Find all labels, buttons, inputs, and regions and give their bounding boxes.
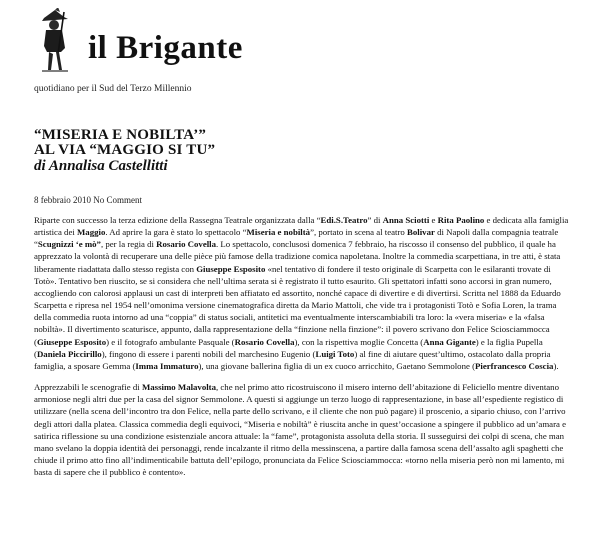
article-paragraph-1	[34, 214, 572, 372]
text-run: ), una giovane ballerina figlia di un ex cuoco arricchito, Gaetano Semmolone (	[198, 360, 476, 371]
text-run: ), con la rispettiva moglie Concetta (	[294, 336, 424, 347]
bold-run: Rosario Covella	[156, 239, 217, 250]
text-run: ” di	[367, 215, 383, 225]
article-headline	[34, 128, 574, 174]
bold-run: Imma Immaturo	[135, 360, 199, 371]
bold-run: Anna Sciotti	[382, 215, 430, 225]
bold-run: Bolivar	[407, 227, 435, 238]
article-byline: di Annalisa Castellitti	[34, 158, 168, 174]
text-run: . Ad aprire la gara è stato lo spettacolo “	[105, 227, 247, 238]
text-run: «nel tentativo di fondere il testo originale di Scarpetta con le esilaranti trovate di Totò». Tentativo ben riuscito, se si considera che nell’ultima serata si è registrato il tutto esaurito. Gli spettatori infatti sono accorsi in gran numero, accogliendo con calorosi applausi un cast di interpreti ben affiatato ed assortito, nonché capace di divertire e di divertirsi. Scritta nel 1888 da Eduardo Scarpetta e ripresa nel 1954 nell’omonima versione cinematografica diretta da Mario Mattoli, che vide tra i protagonisti Totò e Sofia Loren, la trama della commedia ruota intorno ad una “coppia” di status sociali, antitetici ma eventualmente interscambiabili tra loro: la «vera miseria» e la «falsa nobiltà». Il divertimento scaturisce, appunto, dalla rappresentazione della “finzione nella finzione”: il povero scrivano don Felice Sciosciammocca (	[34, 263, 561, 347]
bold-run: Rosario Covella	[234, 336, 295, 347]
bold-run: Massimo Malavolta	[141, 382, 216, 393]
text-run: Apprezzabili le scenografie di	[34, 382, 142, 393]
headline-line-1: “MISERIA E NOBILTA’”	[34, 127, 207, 143]
bold-run: Scugnizzi ‘e mò”	[37, 239, 101, 250]
bold-run: Luigi Toto	[315, 348, 355, 359]
text-run: di Napoli dalla compagnia teatrale “	[34, 227, 559, 250]
bold-run: Giuseppe Esposito	[36, 336, 107, 347]
text-run: Riparte con successo la terza edizione della Rassegna Teatrale organizzata dalla “	[34, 215, 321, 225]
text-run: ), fingono di essere i parenti nobili del marchesino Eugenio (	[101, 348, 316, 359]
text-run: ”, portato in scena al teatro	[310, 227, 408, 238]
text-run: ) e la figlia Pupella (	[34, 336, 543, 359]
brand-name: il Brigante	[88, 30, 243, 66]
bold-run: Anna Gigante	[423, 336, 476, 347]
headline-line-2: AL VIA “MAGGIO SI TU”	[34, 142, 216, 158]
comments-link[interactable]: No Comment	[93, 195, 142, 205]
bold-run: Miseria e nobiltà	[246, 227, 311, 238]
bold-run: Maggio	[77, 227, 106, 238]
site-logo[interactable]	[36, 8, 256, 78]
text-run: . Lo spettacolo, conclusosi domenica 7 febbraio, ha riscosso il consenso del pubblico, il quale ha apprezzato la volontà di recuperare una delle pièce più famose della tradizione comica napoletana. Inoltre la commedia scarpettiana, in tre atti, è stata liberamente riadattata dallo stesso regista con	[34, 239, 561, 274]
text-run: ).	[553, 360, 559, 371]
bold-run: Pierfrancesco Coscia	[475, 360, 554, 371]
text-run: , che nel primo atto ricostruiscono il misero interno dell’abitazione di Feliciello mentre diventano armoniose negli altri due per la casa del signor Semmolone. A questi si aggiunge un terzo luogo di rappresentazione, in base all’espediente registico di utilizzare (nella scena dell’incontro tra don Felice, nella parte dello scrivano, e il cliente che non può pagare) il proscenio, a sipario chiuso, con l’arrivo degli attori dalla platea. Classica commedia degli equivoci, “Miseria e nobiltà” è riuscita anche in quest’occasione a spingere il pubblico ad un’amara e satirica riflessione su una condizione esistenziale ancora attuale: la “fame”, protagonista assoluta della storia. Il susseguirsi dei colpi di scena, che man mano svelano la doppia identità dei personaggi, rende incalzante il ritmo della messinscena, a partire dalla famosa scena dell’assalto agli spaghetti che chiude il primo atto fino all’indimenticabile battuta dell’epilogo, pronunciata da Felice Sciosciammocca: «torno nella miseria però non mi lamento, mi basta di sapere che il pubblico è contento».	[34, 382, 567, 478]
article-paragraph-2	[34, 381, 572, 478]
bold-run: Daniela Piccirillo	[36, 348, 102, 359]
article-body	[34, 214, 572, 487]
text-run: ) e il fotografo ambulante Pasquale (	[106, 336, 235, 347]
brigante-figure-icon	[38, 8, 72, 74]
text-run: e	[429, 215, 438, 225]
article-meta	[34, 195, 142, 205]
text-run: ) al fine di aiutare quest’ultimo, ostacolato dalla propria famiglia, a sposare Gemma (	[34, 348, 551, 371]
bold-run: Rita Paolino	[437, 215, 485, 225]
text-run: e dedicata alla famiglia artistica dei	[34, 215, 569, 238]
publish-date: 8 febbraio 2010	[34, 195, 91, 205]
bold-run: Edi.S.Teatro	[320, 215, 368, 225]
brand-tagline: quotidiano per il Sud del Terzo Millennio	[34, 84, 192, 94]
text-run: , per la regia di	[100, 239, 157, 250]
bold-run: Giuseppe Esposito	[196, 263, 266, 274]
